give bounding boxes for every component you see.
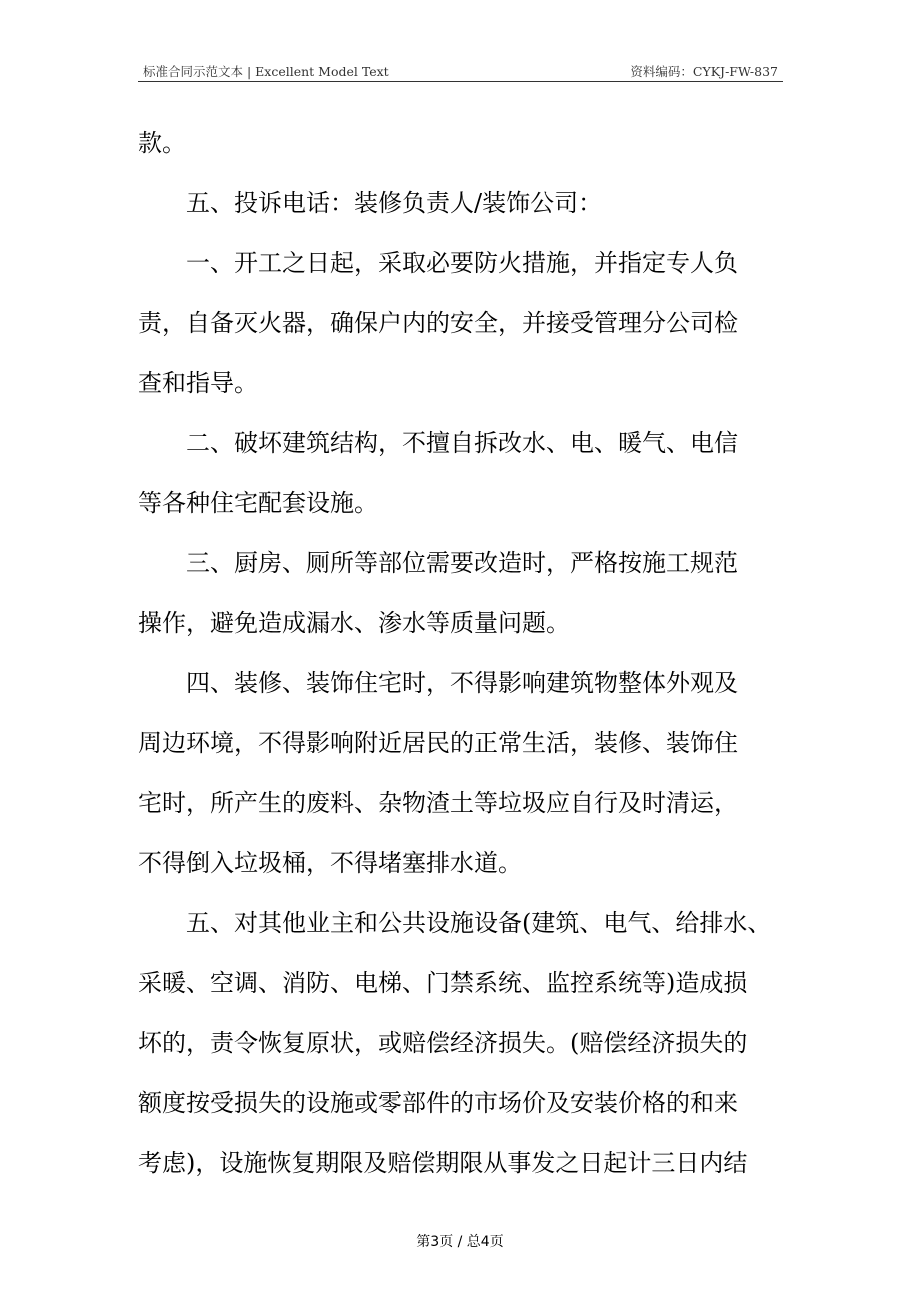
text-line: 额度按受损失的设施或零部件的市场价及安装价格的和来 (138, 1089, 738, 1117)
text-line: 四、装修、装饰住宅时，不得影响建筑物整体外观及 (138, 669, 738, 697)
text-line: 二、破坏建筑结构，不擅自拆改水、电、暖气、电信 (138, 429, 738, 457)
header-title: 标准合同示范文本 | Excellent Model Text (143, 64, 389, 79)
text-line: 款。 (138, 129, 186, 157)
header-divider (138, 81, 783, 82)
text-line: 五、对其他业主和公共设施设备(建筑、电气、给排水、 (138, 909, 772, 937)
text-line: 采暖、空调、消防、电梯、门禁系统、监控系统等)造成损 (138, 969, 748, 997)
text-line: 坏的，责令恢复原状，或赔偿经济损失。(赔偿经济损失的 (138, 1029, 748, 1057)
text-line: 查和指导。 (138, 369, 258, 397)
text-line: 考虑)，设施恢复期限及赔偿期限从事发之日起计三日内结 (138, 1149, 748, 1177)
text-line: 三、厨房、厕所等部位需要改造时，严格按施工规范 (138, 549, 738, 577)
text-line: 五、投诉电话：装修负责人/装饰公司： (138, 189, 603, 217)
text-line: 不得倒入垃圾桶，不得堵塞排水道。 (138, 849, 522, 877)
text-line: 等各种住宅配套设施。 (138, 489, 378, 517)
text-line: 责，自备灭火器，确保户内的安全，并接受管理分公司检 (138, 309, 738, 337)
document-code: 资料编码：CYKJ-FW-837 (630, 64, 778, 79)
text-line: 宅时，所产生的废料、杂物渣土等垃圾应自行及时清运， (138, 789, 738, 817)
text-line: 一、开工之日起，采取必要防火措施，并指定专人负 (138, 249, 738, 277)
page-number: 第3页 / 总4页 (416, 1234, 504, 1250)
text-line: 操作，避免造成漏水、渗水等质量问题。 (138, 609, 570, 637)
text-line: 周边环境，不得影响附近居民的正常生活，装修、装饰住 (138, 729, 738, 757)
